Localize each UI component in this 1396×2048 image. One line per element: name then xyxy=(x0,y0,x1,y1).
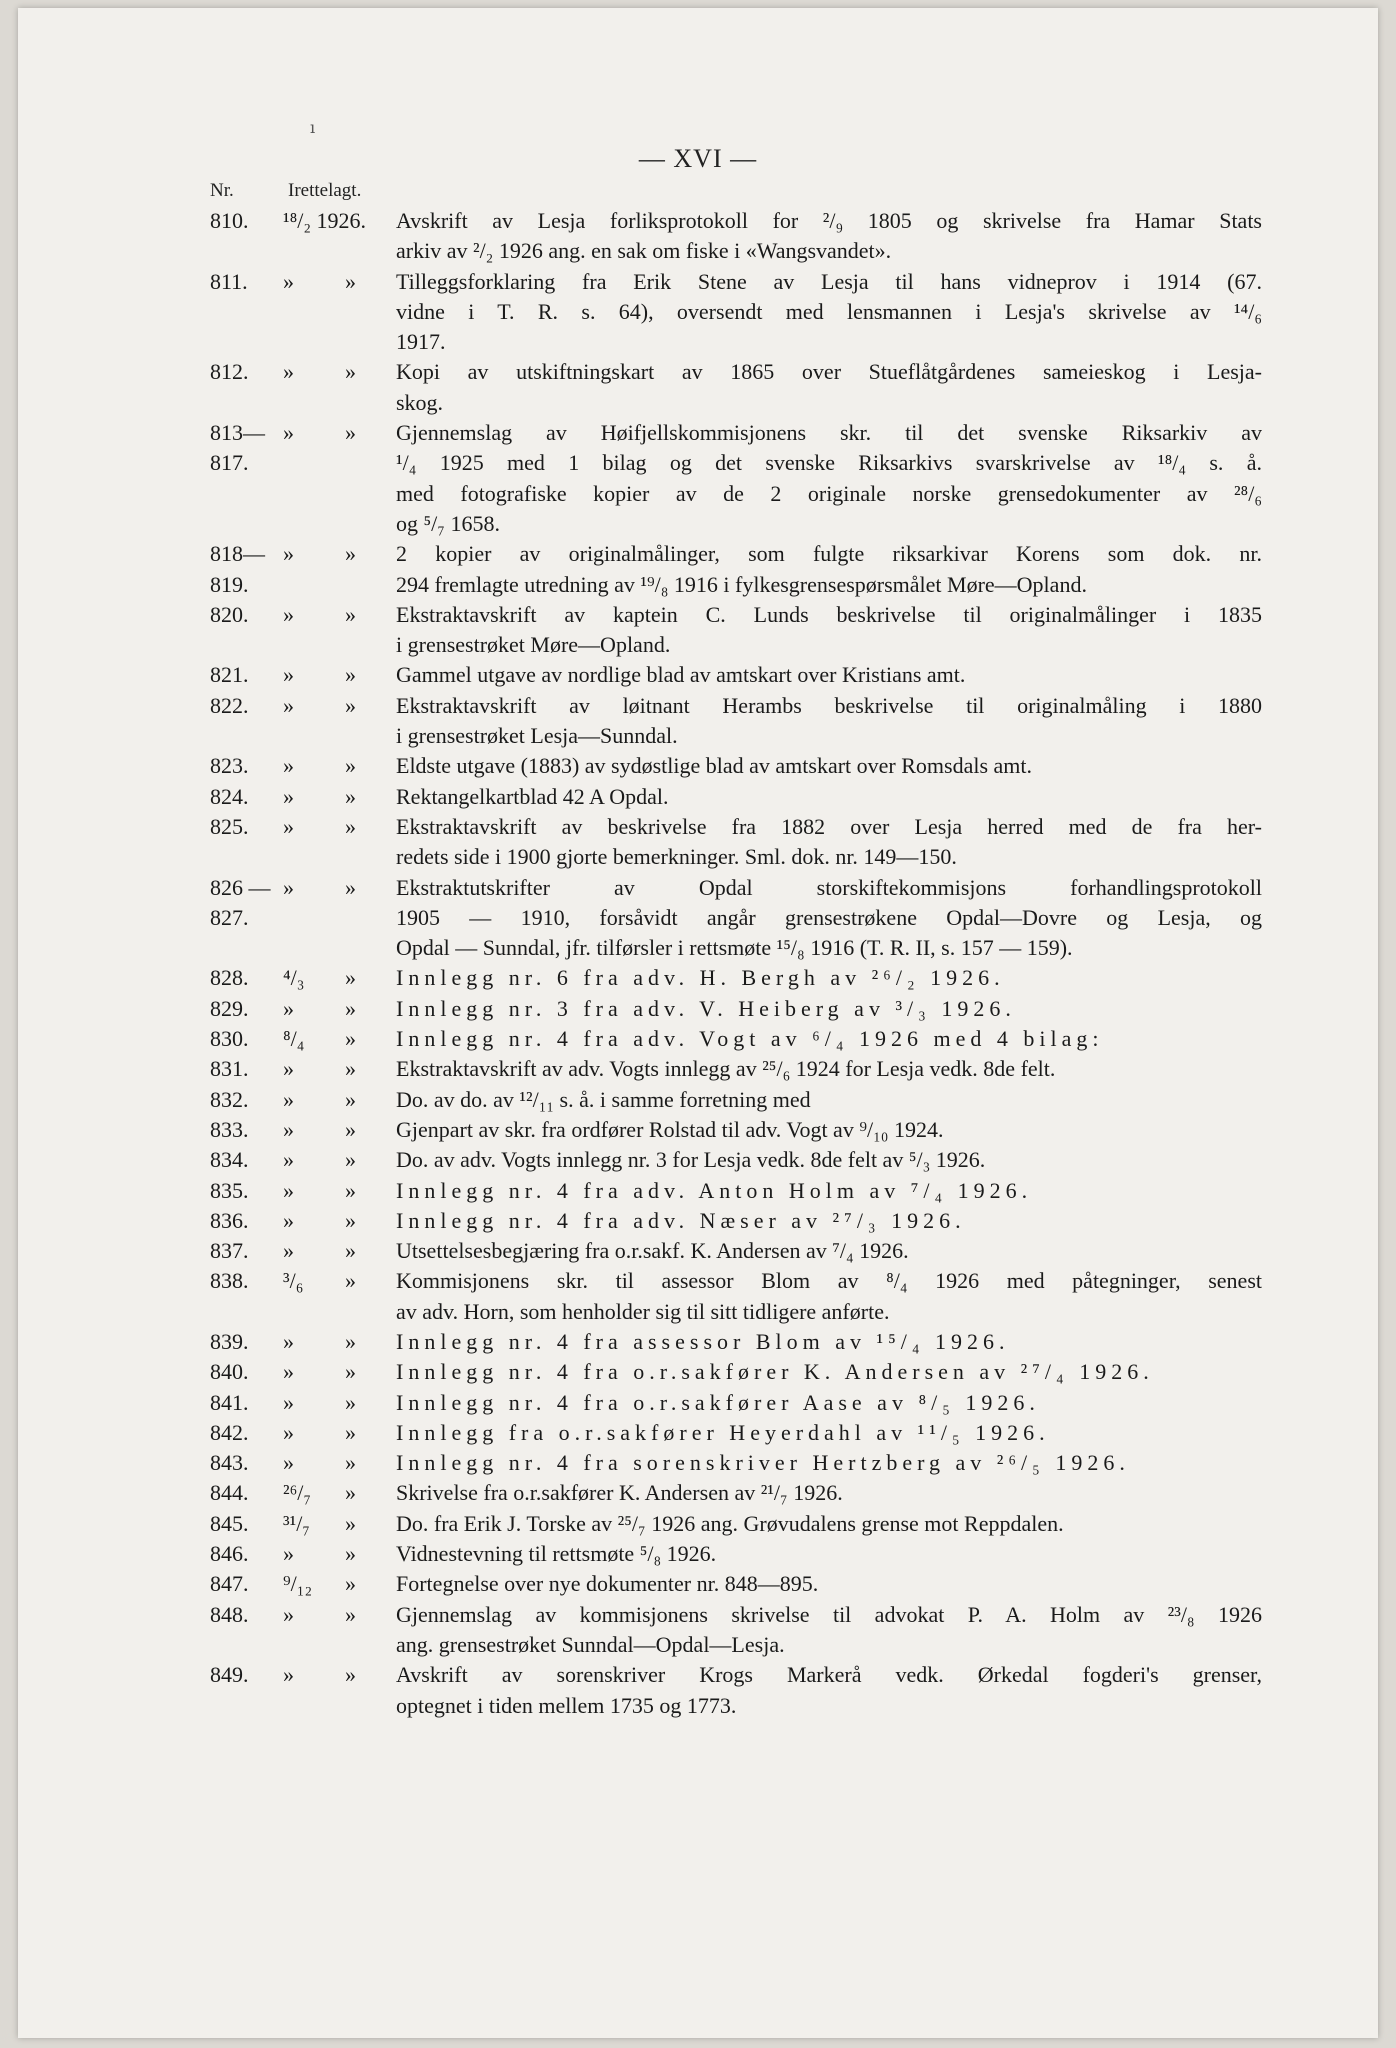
entry-number: 825. xyxy=(210,813,249,839)
entry-date: ¹⁸/₂ 1926. xyxy=(283,208,367,233)
entry-date: ⁴/₃ xyxy=(283,965,305,991)
entry-date: » xyxy=(283,1541,294,1567)
entry-text: Fortegnelse over nye dokumenter nr. 848—895. xyxy=(396,1571,819,1597)
entry-line xyxy=(18,873,1378,903)
entry-text: Skrivelse fra o.r.sakfører K. Andersen av ²¹/₇ 1926. xyxy=(396,1480,843,1506)
ditto-mark: » xyxy=(345,1147,356,1173)
entry-number: 848. xyxy=(210,1601,249,1627)
ditto-mark: » xyxy=(345,1238,356,1264)
entry-text: 1917. xyxy=(396,329,446,355)
entry-text: Eldste utgave (1883) av sydøstlige blad av amtskart over Romsdals amt. xyxy=(396,753,1033,779)
document-entry xyxy=(18,751,1378,781)
ditto-mark: » xyxy=(345,1480,356,1506)
entry-line xyxy=(18,721,1378,751)
entry-line xyxy=(18,1327,1378,1357)
entry-line xyxy=(18,509,1378,539)
entry-line xyxy=(18,1418,1378,1448)
entry-line xyxy=(18,1206,1378,1236)
ditto-mark: » xyxy=(345,420,356,446)
entry-date: » xyxy=(283,1238,294,1264)
ditto-mark: » xyxy=(345,1086,356,1112)
entry-line xyxy=(18,1569,1378,1599)
entry-number: 812. xyxy=(210,359,249,385)
entry-line xyxy=(18,812,1378,842)
entry-line xyxy=(18,570,1378,600)
entry-line xyxy=(18,1509,1378,1539)
entry-number: 834. xyxy=(210,1147,249,1173)
entry-text: Kommisjonens skr. til assessor Blom av ⁸/₄ 1926 med påtegninger, senest xyxy=(396,1268,1262,1294)
ditto-mark: » xyxy=(345,662,356,688)
entry-text: Do. av adv. Vogts innlegg nr. 3 for Lesja vedk. 8de felt av ⁵/₃ 1926. xyxy=(396,1147,986,1173)
ditto-mark: » xyxy=(345,1510,356,1536)
entry-number: 831. xyxy=(210,1056,249,1082)
entry-line xyxy=(18,933,1378,963)
entry-date: » xyxy=(283,995,294,1021)
document-entry xyxy=(18,357,1378,418)
entry-line xyxy=(18,206,1378,236)
document-entry xyxy=(18,1357,1378,1387)
entry-line xyxy=(18,1176,1378,1206)
entry-number: 830. xyxy=(210,1026,249,1052)
entry-text: Kopi av utskiftningskart av 1865 over Stueflåtgårdenes sameieskog i Lesja- xyxy=(396,359,1262,385)
entry-line xyxy=(18,660,1378,690)
entry-number: 842. xyxy=(210,1419,249,1445)
entry-text: optegnet i tiden mellem 1735 og 1773. xyxy=(396,1692,737,1718)
entry-line xyxy=(18,1115,1378,1145)
document-entry xyxy=(18,206,1378,267)
entry-line xyxy=(18,751,1378,781)
entry-text: Ekstraktutskrifter av Opdal storskiftekommisjons forhandlingsprotokoll xyxy=(396,874,1262,900)
document-entry xyxy=(18,1024,1378,1054)
entry-date: ²⁶/₇ xyxy=(283,1480,312,1506)
entry-text: Avskrift av sorenskriver Krogs Markerå vedk. Ørkedal fogderi's grenser, xyxy=(396,1662,1262,1688)
document-entry xyxy=(18,1236,1378,1266)
entry-line xyxy=(18,994,1378,1024)
entry-date: » xyxy=(283,1450,294,1476)
entry-line xyxy=(18,448,1378,478)
entry-number: 846. xyxy=(210,1541,249,1567)
document-entry xyxy=(18,963,1378,993)
entry-line xyxy=(18,903,1378,933)
document-entry xyxy=(18,1266,1378,1327)
entry-text: redets side i 1900 gjorte bemerkninger. Sml. dok. nr. 149—150. xyxy=(396,844,957,870)
entry-number: 839. xyxy=(210,1328,249,1354)
document-entry xyxy=(18,539,1378,600)
ditto-mark: » xyxy=(345,268,356,294)
entry-line xyxy=(18,1297,1378,1327)
entry-line xyxy=(18,1448,1378,1478)
entry-text: med fotografiske kopier av de 2 originale norske grensedokumenter av ²⁸/₆ xyxy=(396,480,1262,506)
entry-line xyxy=(18,388,1378,418)
entry-line xyxy=(18,630,1378,660)
entry-text: Innlegg nr. 4 fra o.r.sakfører K. Andersen av ²⁷/₄ 1926. xyxy=(396,1359,1154,1385)
entry-date: ³/₆ xyxy=(283,1268,304,1294)
document-entry xyxy=(18,418,1378,539)
document-entry xyxy=(18,1054,1378,1084)
entry-text: Gammel utgave av nordlige blad av amtskart over Kristians amt. xyxy=(396,662,966,688)
ditto-mark: » xyxy=(345,1328,356,1354)
column-header-date: Irettelagt. xyxy=(288,180,362,201)
ditto-mark: » xyxy=(345,813,356,839)
entry-number: 837. xyxy=(210,1238,249,1264)
stray-mark: ı xyxy=(310,118,316,137)
entry-line xyxy=(18,1024,1378,1054)
entry-number-range-end: 819. xyxy=(210,571,249,597)
entry-text: Do. fra Erik J. Torske av ²⁵/₇ 1926 ang. Grøvudalens grense mot Reppdalen. xyxy=(396,1510,1064,1536)
entry-date: » xyxy=(283,692,294,718)
entry-date: » xyxy=(283,1662,294,1688)
entry-date: ⁹/₁₂ xyxy=(283,1571,313,1597)
entry-text: 1905 — 1910, forsåvidt angår grensestrøkene Opdal—Dovre og Lesja, og xyxy=(396,904,1262,930)
entry-number: 823. xyxy=(210,753,249,779)
document-entry xyxy=(18,1600,1378,1661)
entry-line xyxy=(18,479,1378,509)
entry-number: 841. xyxy=(210,1389,249,1415)
entry-text: Innlegg nr. 4 fra adv. Vogt av ⁶/₄ 1926 med 4 bilag: xyxy=(396,1026,1104,1052)
entry-line xyxy=(18,1388,1378,1418)
entry-date: » xyxy=(283,1389,294,1415)
entry-number: 824. xyxy=(210,783,249,809)
entry-number: 849. xyxy=(210,1662,249,1688)
entry-number: 811. xyxy=(210,268,248,294)
entry-line xyxy=(18,327,1378,357)
entry-number: 832. xyxy=(210,1086,249,1112)
entry-text: vidne i T. R. s. 64), oversendt med lensmannen i Lesja's skrivelse av ¹⁴/₆ xyxy=(396,298,1262,324)
entry-date: » xyxy=(283,1207,294,1233)
entry-text: Ekstraktavskrift av kaptein C. Lunds beskrivelse til originalmålinger i 1835 xyxy=(396,601,1262,627)
entry-text: Innlegg nr. 4 fra adv. Næser av ²⁷/₃ 1926. xyxy=(396,1207,966,1233)
entry-number: 833. xyxy=(210,1116,249,1142)
ditto-mark: » xyxy=(345,601,356,627)
entry-date: » xyxy=(283,1147,294,1173)
entry-date: » xyxy=(283,874,294,900)
entry-text: Gjennemslag av kommisjonens skrivelse til advokat P. A. Holm av ²³/₈ 1926 xyxy=(396,1601,1262,1627)
entry-text: Tilleggsforklaring fra Erik Stene av Lesja til hans vidneprov i 1914 (67. xyxy=(396,268,1262,294)
entry-date: » xyxy=(283,662,294,688)
entry-text: ¹/₄ 1925 med 1 bilag og det svenske Riksarkivs svarskrivelse av ¹⁸/₄ s. å. xyxy=(396,450,1262,476)
entry-date: » xyxy=(283,1419,294,1445)
entry-text: Gjennemslag av Høifjellskommisjonens skr. til det svenske Riksarkiv av xyxy=(396,420,1262,446)
entry-text: Ekstraktavskrift av adv. Vogts innlegg av ²⁵/₆ 1924 for Lesja vedk. 8de felt. xyxy=(396,1056,1056,1082)
entry-text: i grensestrøket Møre—Opland. xyxy=(396,632,671,658)
entry-number-range-end: 817. xyxy=(210,450,249,476)
entry-text: Rektangelkartblad 42 A Opdal. xyxy=(396,783,669,809)
entry-date: » xyxy=(283,783,294,809)
entry-line xyxy=(18,782,1378,812)
entry-number: 838. xyxy=(210,1268,249,1294)
entry-number: 813— xyxy=(210,420,265,446)
entry-date: » xyxy=(283,813,294,839)
column-header-nr: Nr. xyxy=(210,180,234,201)
entry-text: av adv. Horn, som henholder sig til sitt tidligere anførte. xyxy=(396,1298,890,1324)
entry-text: Innlegg nr. 3 fra adv. V. Heiberg av ³/₃ 1926. xyxy=(396,995,1016,1021)
entry-line xyxy=(18,357,1378,387)
entry-number: 828. xyxy=(210,965,249,991)
entry-number: 835. xyxy=(210,1177,249,1203)
entry-line xyxy=(18,963,1378,993)
entry-number-range-end: 827. xyxy=(210,904,249,930)
entry-date: » xyxy=(283,1116,294,1142)
document-entry xyxy=(18,1660,1378,1721)
entry-line xyxy=(18,1691,1378,1721)
ditto-mark: » xyxy=(345,995,356,1021)
entry-text: Innlegg nr. 6 fra adv. H. Bergh av ²⁶/₂ 1926. xyxy=(396,965,1005,991)
entry-date: » xyxy=(283,753,294,779)
document-page xyxy=(18,8,1378,2038)
ditto-mark: » xyxy=(345,1268,356,1294)
entry-line xyxy=(18,1630,1378,1660)
ditto-mark: » xyxy=(345,965,356,991)
entry-text: Gjenpart av skr. fra ordfører Rolstad til adv. Vogt av ⁹/₁₀ 1924. xyxy=(396,1116,944,1142)
entry-date: ⁸/₄ xyxy=(283,1026,305,1052)
entry-date: » xyxy=(283,359,294,385)
entry-number: 829. xyxy=(210,995,249,1021)
entry-number: 820. xyxy=(210,601,249,627)
entry-line xyxy=(18,1539,1378,1569)
entry-date: » xyxy=(283,268,294,294)
ditto-mark: » xyxy=(345,1359,356,1385)
ditto-mark: » xyxy=(345,359,356,385)
entry-text: Utsettelsesbegjæring fra o.r.sakf. K. Andersen av ⁷/₄ 1926. xyxy=(396,1238,909,1264)
document-entry xyxy=(18,600,1378,661)
ditto-mark: » xyxy=(345,1177,356,1203)
document-entry xyxy=(18,1478,1378,1508)
document-entry xyxy=(18,1206,1378,1236)
entry-line xyxy=(18,1266,1378,1296)
ditto-mark: » xyxy=(345,1419,356,1445)
document-entry xyxy=(18,1569,1378,1599)
entry-number: 822. xyxy=(210,692,249,718)
entry-number: 821. xyxy=(210,662,249,688)
entry-text: 2 kopier av originalmålinger, som fulgte riksarkivar Korens som dok. nr. xyxy=(396,541,1262,567)
entry-date: ³¹/₇ xyxy=(283,1510,310,1536)
ditto-mark: » xyxy=(345,1541,356,1567)
entry-line xyxy=(18,297,1378,327)
entry-date: » xyxy=(283,1056,294,1082)
entry-number: 843. xyxy=(210,1450,249,1476)
entry-text: Do. av do. av ¹²/₁₁ s. å. i samme forretning med xyxy=(396,1086,811,1112)
entry-text: ang. grensestrøket Sunndal—Opdal—Lesja. xyxy=(396,1631,785,1657)
entry-line xyxy=(18,539,1378,569)
ditto-mark: » xyxy=(345,874,356,900)
document-entry xyxy=(18,812,1378,873)
entry-line xyxy=(18,236,1378,266)
document-entry xyxy=(18,691,1378,752)
entry-date: » xyxy=(283,1328,294,1354)
entry-text: Innlegg nr. 4 fra sorenskriver Hertzberg av ²⁶/₅ 1926. xyxy=(396,1450,1130,1476)
entry-text: Innlegg fra o.r.sakfører Heyerdahl av ¹¹/₅ 1926. xyxy=(396,1419,1050,1445)
entry-line xyxy=(18,691,1378,721)
entry-line xyxy=(18,267,1378,297)
entry-text: arkiv av ²/₂ 1926 ang. en sak om fiske i «Wangsvandet». xyxy=(396,238,892,264)
entry-text: Innlegg nr. 4 fra o.r.sakfører Aase av ⁸/₅ 1926. xyxy=(396,1389,1040,1415)
page-number: — XVI — xyxy=(638,144,758,173)
entry-date: » xyxy=(283,420,294,446)
ditto-mark: » xyxy=(345,753,356,779)
entry-number: 845. xyxy=(210,1510,249,1536)
document-entry xyxy=(18,1448,1378,1478)
document-entry xyxy=(18,1115,1378,1145)
entry-number: 847. xyxy=(210,1571,249,1597)
document-entry xyxy=(18,1539,1378,1569)
entry-number: 844. xyxy=(210,1480,249,1506)
entry-date: » xyxy=(283,541,294,567)
ditto-mark: » xyxy=(345,1450,356,1476)
ditto-mark: » xyxy=(345,1571,356,1597)
document-entry xyxy=(18,1327,1378,1357)
entry-date: » xyxy=(283,1086,294,1112)
entry-date: » xyxy=(283,1177,294,1203)
entry-date: » xyxy=(283,601,294,627)
ditto-mark: » xyxy=(345,1389,356,1415)
entry-number: 810. xyxy=(210,208,249,233)
document-entry xyxy=(18,660,1378,690)
entry-number: 840. xyxy=(210,1359,249,1385)
document-entry xyxy=(18,994,1378,1024)
entry-text: Vidnestevning til rettsmøte ⁵/₈ 1926. xyxy=(396,1541,717,1567)
entry-line xyxy=(18,1600,1378,1630)
entry-text: i grensestrøket Lesja—Sunndal. xyxy=(396,723,678,749)
document-entry xyxy=(18,1145,1378,1175)
entry-line xyxy=(18,1054,1378,1084)
document-entry xyxy=(18,1509,1378,1539)
entry-number: 818— xyxy=(210,541,265,567)
ditto-mark: » xyxy=(345,1056,356,1082)
entry-text: Innlegg nr. 4 fra adv. Anton Holm av ⁷/₄ 1926. xyxy=(396,1177,1033,1203)
document-entry xyxy=(18,267,1378,358)
entry-text: Innlegg nr. 4 fra assessor Blom av ¹⁵/₄ 1926. xyxy=(396,1328,1010,1354)
entry-line xyxy=(18,1236,1378,1266)
entry-text: Opdal — Sunndal, jfr. tilførsler i rettsmøte ¹⁵/₈ 1916 (T. R. II, s. 157 — 159). xyxy=(396,935,1073,961)
ditto-mark: » xyxy=(345,1116,356,1142)
entry-text: Ekstraktavskrift av beskrivelse fra 1882 over Lesja herred med de fra her- xyxy=(396,813,1262,839)
entry-number: 826 — xyxy=(210,874,271,900)
ditto-mark: » xyxy=(345,1207,356,1233)
document-entry xyxy=(18,1388,1378,1418)
ditto-mark: » xyxy=(345,1662,356,1688)
entry-text: og ⁵/₇ 1658. xyxy=(396,510,500,536)
ditto-mark: » xyxy=(345,541,356,567)
entry-line xyxy=(18,1660,1378,1690)
entry-line xyxy=(18,1478,1378,1508)
entry-line xyxy=(18,1357,1378,1387)
document-entry xyxy=(18,873,1378,964)
document-entry xyxy=(18,782,1378,812)
ditto-mark: » xyxy=(345,692,356,718)
entry-text: 294 fremlagte utredning av ¹⁹/₈ 1916 i fylkesgrensespørsmålet Møre—Opland. xyxy=(396,571,1087,597)
entry-line xyxy=(18,842,1378,872)
ditto-mark: » xyxy=(345,1026,356,1052)
entry-text: Ekstraktavskrift av løitnant Herambs beskrivelse til originalmåling i 1880 xyxy=(396,692,1262,718)
ditto-mark: » xyxy=(345,1601,356,1627)
entry-line xyxy=(18,1145,1378,1175)
entry-line xyxy=(18,600,1378,630)
entry-list xyxy=(18,206,1378,1721)
entry-text: Avskrift av Lesja forliksprotokoll for ²/₉ 1805 og skrivelse fra Hamar Stats xyxy=(396,208,1262,233)
entry-text: skog. xyxy=(396,389,444,415)
document-entry xyxy=(18,1418,1378,1448)
entry-line xyxy=(18,1085,1378,1115)
document-entry xyxy=(18,1176,1378,1206)
document-entry xyxy=(18,1085,1378,1115)
entry-date: » xyxy=(283,1601,294,1627)
entry-date: » xyxy=(283,1359,294,1385)
entry-number: 836. xyxy=(210,1207,249,1233)
ditto-mark: » xyxy=(345,783,356,809)
entry-line xyxy=(18,418,1378,448)
